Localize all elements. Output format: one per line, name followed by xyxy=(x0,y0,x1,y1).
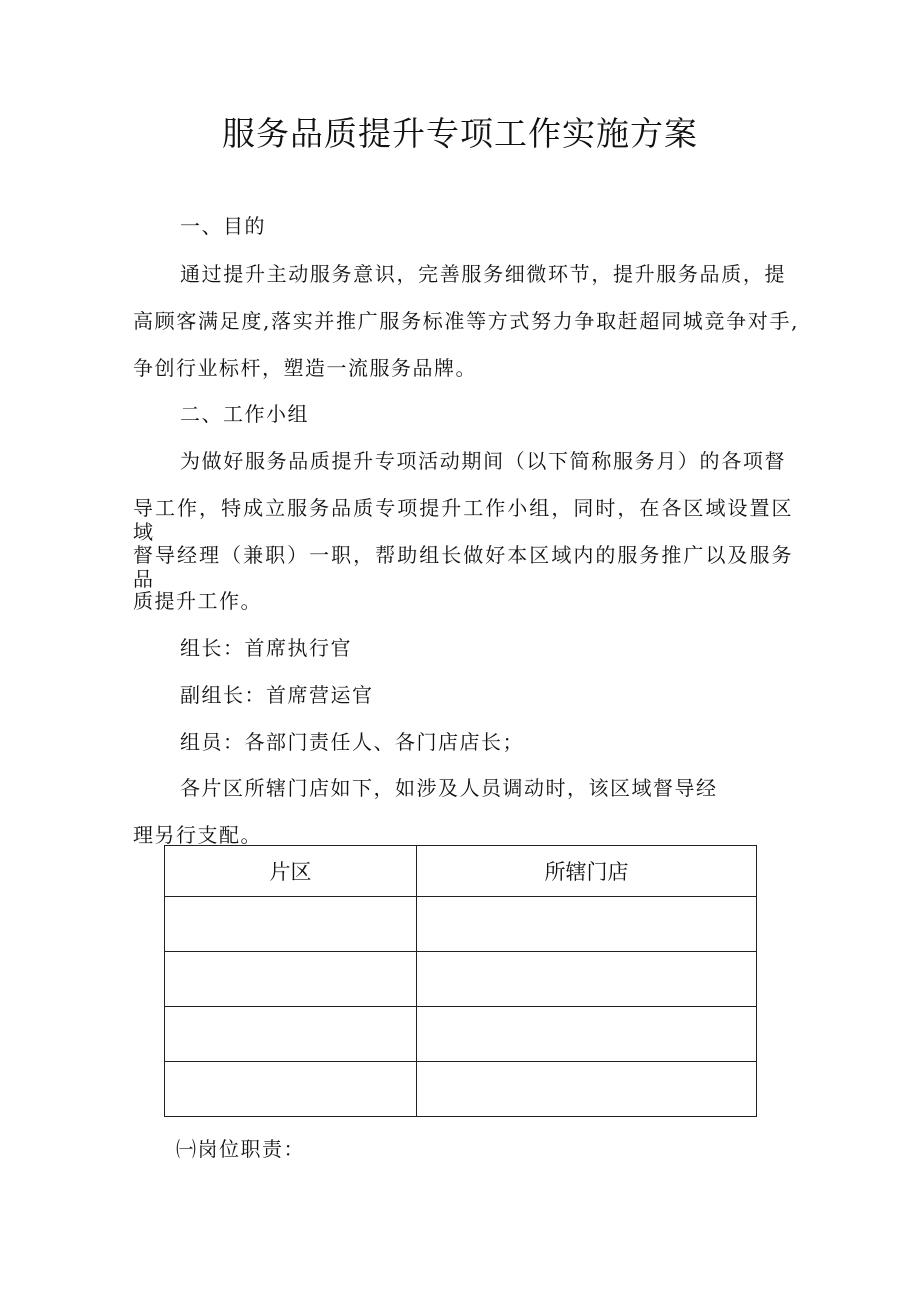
districts-note: 各片区所辖门店如下，如涉及人员调动时，该区域督导经 xyxy=(180,776,718,800)
column-header-stores: 所辖门店 xyxy=(417,846,757,897)
section-heading-team: 二、工作小组 xyxy=(180,402,309,426)
table-cell xyxy=(165,952,417,1007)
table-row xyxy=(165,952,757,1007)
table-cell xyxy=(165,1007,417,1062)
paragraph-line: 导工作，特成立服务品质专项提升工作小组，同时，在各区域设置区域 xyxy=(133,496,793,544)
team-members: 组员：各部门责任人、各门店店长； xyxy=(180,730,524,754)
districts-table xyxy=(164,845,757,1117)
table-cell xyxy=(417,952,757,1007)
section-heading-purpose: 一、目的 xyxy=(180,214,266,238)
table-row xyxy=(165,1062,757,1117)
paragraph-line: 督导经理（兼职）一职，帮助组长做好本区域内的服务推广以及服务品 xyxy=(133,543,793,591)
paragraph-line: 争创行业标杆，塑造一流服务品牌。 xyxy=(133,356,477,380)
paragraph-line: 为做好服务品质提升专项活动期间（以下简称服务月）的各项督 xyxy=(180,449,786,473)
table-cell xyxy=(417,897,757,952)
document-title: 服务品质提升专项工作实施方案 xyxy=(222,114,698,153)
subsection-heading-duties: ㈠岗位职责： xyxy=(176,1137,305,1161)
table-header-row xyxy=(165,846,757,897)
paragraph-line: 通过提升主动服务意识，完善服务细微环节，提升服务品质，提 xyxy=(180,262,786,286)
paragraph-line: 高顾客满足度,落实并推广服务标准等方式努力争取赶超同城竞争对手, xyxy=(133,309,799,333)
districts-note-continued: 理另行支配。 xyxy=(133,823,262,847)
team-leader: 组长：首席执行官 xyxy=(180,636,352,660)
table-cell xyxy=(417,1007,757,1062)
table-cell xyxy=(417,1062,757,1117)
column-header-district: 片区 xyxy=(165,846,417,897)
table-cell xyxy=(165,1062,417,1117)
table-row xyxy=(165,1007,757,1062)
table-row xyxy=(165,897,757,952)
team-deputy-leader: 副组长：首席营运官 xyxy=(180,683,374,707)
paragraph-line: 质提升工作。 xyxy=(133,589,262,613)
table-cell xyxy=(165,897,417,952)
